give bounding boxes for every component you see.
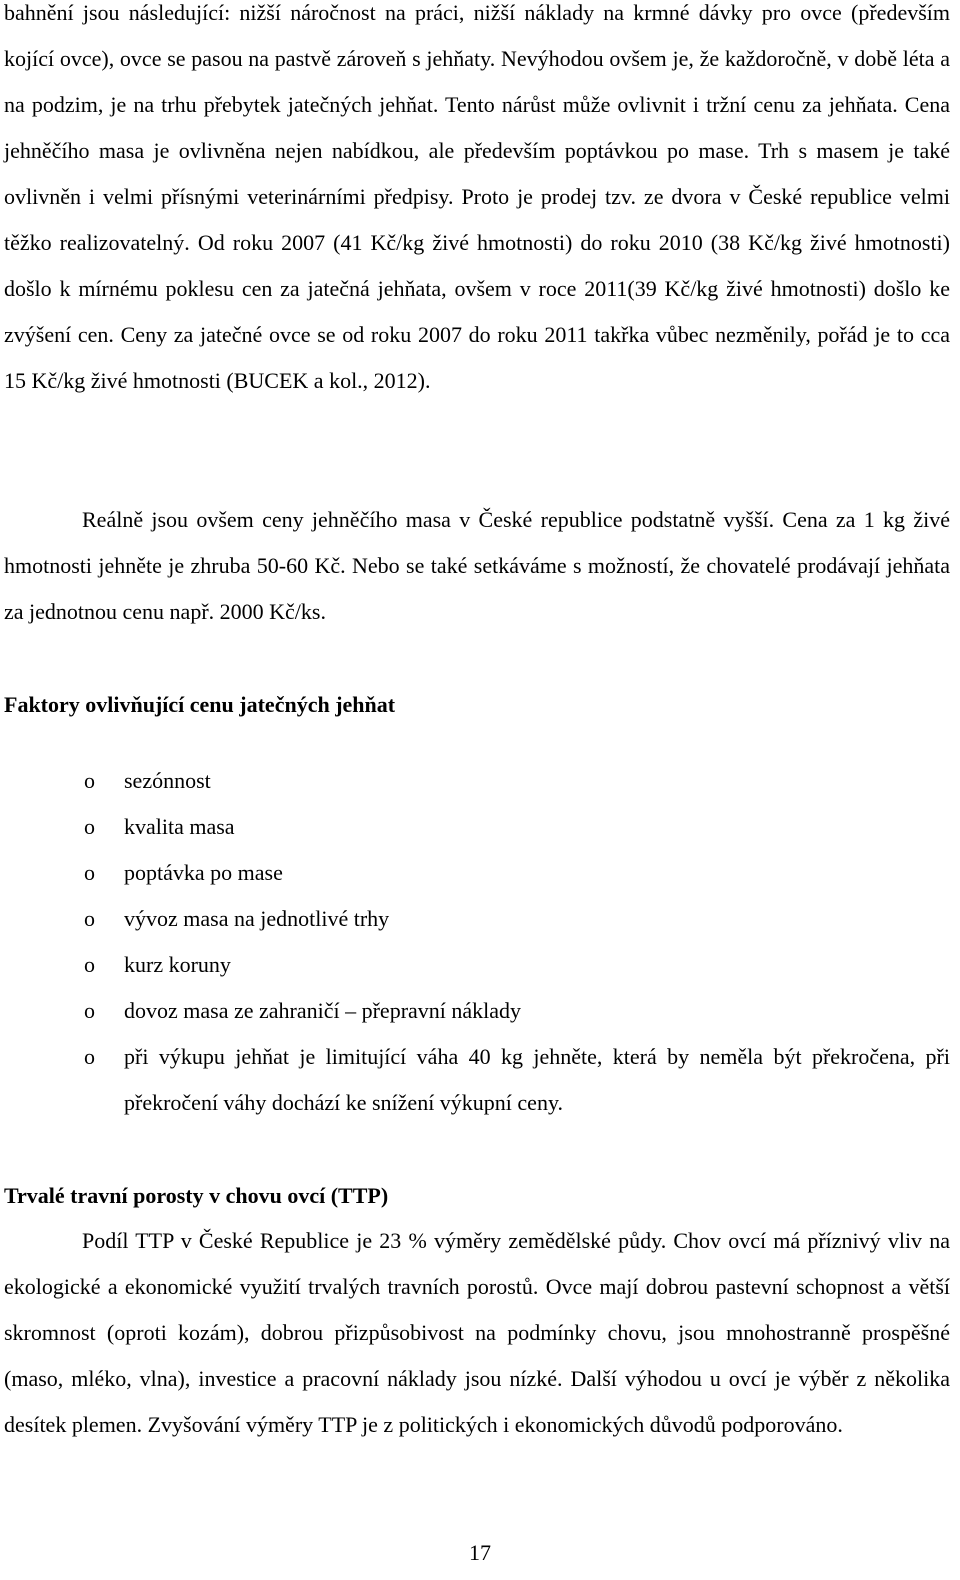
factor-list <box>4 758 950 1126</box>
bullet-marker: o <box>84 1044 95 1069</box>
list-item-text: vývoz masa na jednotlivé trhy <box>124 906 390 931</box>
paragraph-grassland: Podíl TTP v České Republice je 23 % výměry zemědělské půdy. Chov ovcí má příznivý vliv na ekologické a ekonomické využití trvalých travních porostů. Ovce mají dobrou pastevní schopnost a větší skromnost (oproti kozám), dobrou přizpůsobivost na podmínky chovu, jsou mnohostranně prospěšné (maso, mléko, vlna), investice a pracovní náklady jsou nízké. Další výhodou u ovcí je výběr z několika desítek plemen. Zvyšování výměry TTP je z politických i ekonomických důvodů podporováno. <box>4 1228 950 1437</box>
list-item <box>4 804 950 850</box>
bullet-marker: o <box>84 906 95 931</box>
list-item-text: dovoz masa ze zahraničí – přepravní náklady <box>124 998 522 1023</box>
list-item <box>4 988 950 1034</box>
heading-permanent-grassland: Trvalé travní porosty v chovu ovcí (TTP) <box>4 1183 389 1208</box>
bullet-marker: o <box>84 998 95 1023</box>
list-item <box>4 896 950 942</box>
list-item-text: kurz koruny <box>124 952 231 977</box>
paragraph-lamb-market: bahnění jsou následující: nižší náročnost na práci, nižší náklady na krmné dávky pro ovce (především kojící ovce), ovce se pasou na pastvě zároveň s jehňaty. Nevýhodou ovšem je, že každoročně, v době léta a na podzim, je na trhu přebytek jatečných jehňat. Tento nárůst může ovlivnit i tržní cenu za jehňata. Cena jehněčího masa je ovlivněna nejen nabídkou, ale především poptávkou po mase. Trh s masem je také ovlivněn i velmi přísnými veterinárními předpisy. Proto je prodej tzv. ze dvora v České republice velmi těžko realizovatelný. Od roku 2007 (41 Kč/kg živé hmotnosti) do roku 2010 (38 Kč/kg živé hmotnosti) došlo k mírnému poklesu cen za jatečná jehňata, ovšem v roce 2011(39 Kč/kg živé hmotnosti) došlo ke zvýšení cen. Ceny za jatečné ovce se od roku 2007 do roku 2011 takřka vůbec nezměnily, pořád je to cca 15 Kč/kg živé hmotnosti (BUCEK a kol., 2012). <box>4 0 950 393</box>
bullet-marker: o <box>84 768 95 793</box>
bullet-marker: o <box>84 952 95 977</box>
list-item <box>4 850 950 896</box>
list-item <box>4 942 950 988</box>
list-item <box>4 758 950 804</box>
list-item-text: kvalita masa <box>124 814 235 839</box>
list-item-text: poptávka po mase <box>124 860 283 885</box>
paragraph-real-prices: Reálně jsou ovšem ceny jehněčího masa v České republice podstatně vyšší. Cena za 1 kg živé hmotnosti jehněte je zhruba 50-60 Kč. Nebo se také setkáváme s možností, že chovatelé prodávají jehňata za jednotnou cenu např. 2000 Kč/ks. <box>4 507 950 624</box>
list-item-text: při výkupu jehňat je limitující váha 40 kg jehněte, která by neměla být překročena, při překročení váhy dochází ke snížení výkupní ceny. <box>124 1044 950 1115</box>
list-item-text: sezónnost <box>124 768 211 793</box>
page-number: 17 <box>469 1540 491 1565</box>
bullet-marker: o <box>84 860 95 885</box>
heading-price-factors: Faktory ovlivňující cenu jatečných jehňat <box>4 692 396 717</box>
bullet-marker: o <box>84 814 95 839</box>
list-item <box>4 1034 950 1126</box>
